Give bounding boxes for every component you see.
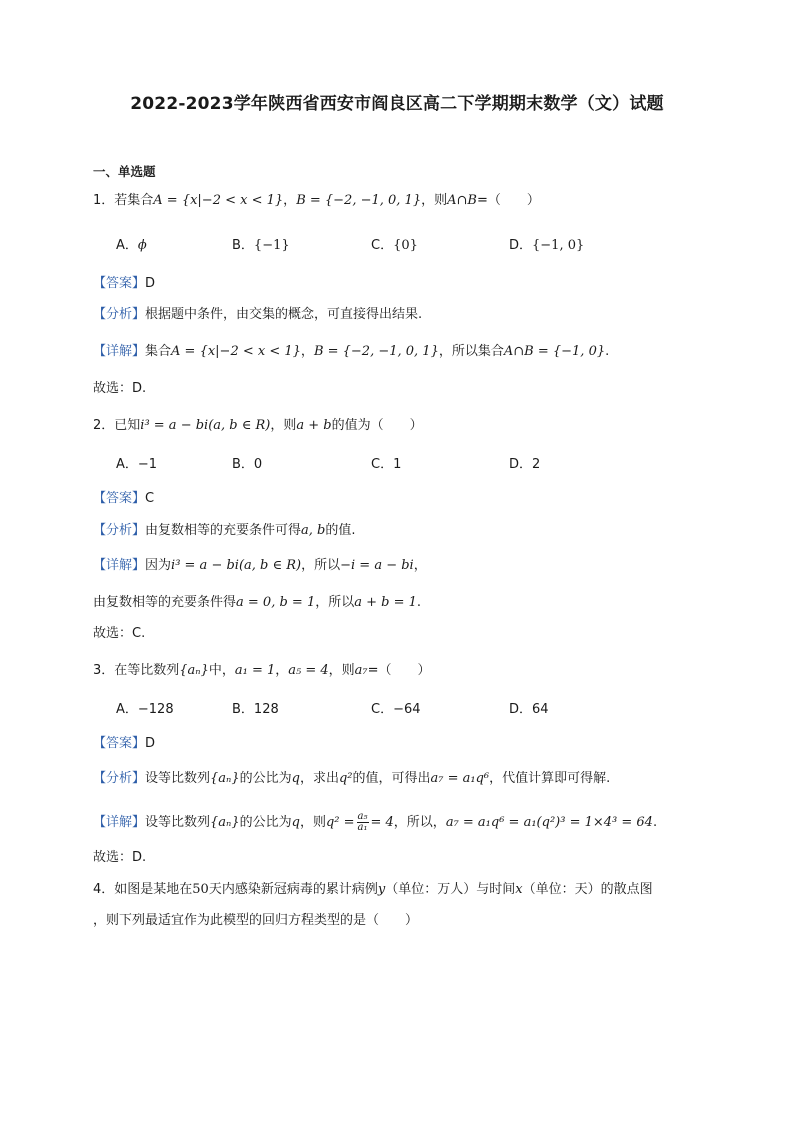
q2-expr2: a + b	[296, 418, 332, 433]
q1-analysis-text: 根据题中条件，由交集的概念，可直接得出结果.	[145, 307, 423, 322]
q3-option-d: D．64	[509, 702, 549, 717]
q2-detail	[93, 557, 427, 575]
q1-option-b	[232, 237, 290, 255]
q2-analysis-expr: a, b	[301, 523, 326, 538]
q4-part-b: 天内感染新冠病毒的累计病例	[208, 882, 378, 897]
q2-expr: i³ = a − bi(a, b ∈ R)	[140, 418, 271, 433]
q1-detail-end: .	[605, 344, 610, 359]
detail-tag: 【详解】	[93, 344, 146, 359]
q3-suffix: =（ ）	[367, 663, 431, 678]
q1-option-a	[116, 237, 147, 255]
analysis-tag: 【分析】	[93, 523, 146, 538]
answer-tag: 【答案】	[93, 736, 146, 751]
page-title: 2022-2023学年陕西省西安市阎良区高二下学期期末数学（文）试题	[130, 94, 664, 114]
q2-analysis-prefix: 由复数相等的充要条件可得	[145, 523, 302, 538]
q2-option-a: A．−1	[116, 457, 158, 472]
q1-conclusion: 故选：D.	[93, 381, 147, 396]
q1-option-d-value: {−1, 0}	[532, 238, 585, 253]
q4-part-a: 4．如图是某地在	[93, 882, 193, 897]
q1-option-a-label: A．	[116, 238, 138, 253]
q1-answer	[93, 275, 155, 293]
q3-analysis	[93, 770, 610, 788]
q3-fraction-denominator: a₁	[357, 822, 368, 833]
q3-detail	[93, 812, 657, 833]
q1-detail-mid: ，所以集合	[438, 344, 504, 359]
q3-mid2: ，则	[328, 663, 355, 678]
q2-detail-expr2: −i = a − bi	[340, 558, 414, 573]
q1-option-d	[509, 237, 584, 255]
q1-prefix: 1．若集合	[93, 193, 154, 208]
q1-option-c	[371, 237, 418, 255]
q4-var-y: y	[377, 882, 386, 897]
q1-option-a-value: ϕ	[137, 238, 147, 253]
q2-line2-mid: ，所以	[315, 595, 355, 610]
q3-option-a: A．−128	[116, 702, 174, 717]
q2-detail-expr: i³ = a − bi(a, b ∈ R)	[171, 558, 302, 573]
q3-seq: {aₙ}	[179, 663, 209, 678]
q1-sep: ，	[283, 193, 297, 208]
analysis-tag: 【分析】	[93, 771, 146, 786]
q3-detail-mid1: 的公比为	[239, 815, 292, 830]
q2-option-d: D．2	[509, 457, 541, 472]
q3-detail-q: q	[291, 815, 300, 830]
q2-answer	[93, 490, 154, 508]
q2-line2-expr: a = 0, b = 1	[236, 595, 316, 610]
q1-detail-setA: A = {x|−2 < x < 1}	[171, 344, 301, 359]
q3-analysis-suffix: ，代值计算即可得解.	[489, 771, 611, 786]
detail-tag: 【详解】	[93, 558, 146, 573]
q3-detail-end: .	[652, 815, 658, 830]
q3-detail-prefix: 设等比数列	[145, 815, 211, 830]
q3-fraction	[357, 812, 369, 833]
q1-detail-result: A∩B = {−1, 0}	[503, 344, 606, 359]
q3-detail-formula: a₇ = a₁q⁶ = a₁(q²)³ = 1×4³ = 64	[445, 815, 653, 830]
q2-mid: ，则	[270, 418, 297, 433]
q3-conclusion: 故选：D.	[93, 850, 147, 865]
q2-detail-mid: ，所以	[301, 558, 341, 573]
q2-detail-line2	[93, 594, 421, 612]
q3-detail-mid2: ，则	[299, 815, 326, 830]
question-3-stem	[93, 662, 431, 680]
q2-line2-expr2: a + b = 1	[354, 595, 417, 610]
q3-detail-eq: = 4	[370, 815, 394, 830]
q1-mid: ，则	[421, 193, 448, 208]
question-4-stem-line2: ，则下列最适宜作为此模型的回归方程类型的是（ ）	[93, 913, 419, 928]
q3-analysis-q: q	[291, 771, 300, 786]
q2-detail-prefix: 因为	[145, 558, 172, 573]
q3-analysis-seq: {aₙ}	[210, 771, 240, 786]
question-1-stem	[93, 192, 540, 210]
q1-expr: A∩B	[447, 193, 477, 208]
q3-detail-seq: {aₙ}	[210, 815, 240, 830]
q1-detail-prefix: 集合	[145, 344, 172, 359]
q3-analysis-prefix: 设等比数列	[145, 771, 211, 786]
q1-option-c-label: C．	[371, 238, 394, 253]
q1-option-b-value: {−1}	[253, 238, 290, 253]
q1-option-d-label: D．	[509, 238, 533, 253]
q3-target: a₇	[354, 663, 368, 678]
q4-part-c: （单位：万人）与时间	[385, 882, 516, 897]
q3-detail-q2: q² =	[325, 815, 355, 830]
q1-setB: B = {−2, −1, 0, 1}	[296, 193, 422, 208]
q1-setA: A = {x|−2 < x < 1}	[153, 193, 284, 208]
q3-option-b: B．128	[232, 702, 279, 717]
answer-tag: 【答案】	[93, 491, 146, 506]
q1-suffix: =（ ）	[476, 193, 540, 208]
q4-days: 50	[192, 882, 209, 897]
q2-prefix: 2．已知	[93, 418, 141, 433]
q3-cond1: a₁ = 1	[234, 663, 276, 678]
q3-answer	[93, 735, 155, 753]
q4-var-x: x	[515, 882, 523, 897]
q1-option-b-label: B．	[232, 238, 254, 253]
q3-sep: ，	[275, 663, 289, 678]
q2-suffix: 的值为（ ）	[331, 418, 423, 433]
q3-cond2: a₅ = 4	[288, 663, 329, 678]
q1-analysis	[93, 306, 422, 324]
q3-option-c: C．−64	[371, 702, 421, 717]
q1-detail-sep: ，	[300, 344, 314, 359]
q3-analysis-q2: q²	[338, 771, 353, 786]
q2-line2-prefix: 由复数相等的充要条件得	[93, 595, 237, 610]
q2-analysis-suffix: 的值.	[325, 523, 356, 538]
q1-detail	[93, 343, 609, 361]
q2-line2-end: .	[416, 595, 422, 610]
q2-answer-value: C	[145, 491, 155, 506]
q2-detail-end: ，	[413, 558, 427, 573]
q3-analysis-formula: a₇ = a₁q⁶	[430, 771, 490, 786]
q3-prefix: 3．在等比数列	[93, 663, 180, 678]
answer-tag: 【答案】	[93, 276, 146, 291]
q3-analysis-mid2: ，求出	[299, 771, 339, 786]
question-4-stem	[93, 881, 653, 899]
q2-analysis	[93, 522, 356, 540]
q4-part-d: （单位：天）的散点图	[522, 882, 653, 897]
q2-option-b: B．0	[232, 457, 263, 472]
q2-option-c: C．1	[371, 457, 402, 472]
section-heading: 一、单选题	[93, 164, 156, 179]
detail-tag: 【详解】	[93, 815, 146, 830]
q3-analysis-mid1: 的公比为	[239, 771, 292, 786]
q1-option-c-value: {0}	[393, 238, 418, 253]
q1-answer-value: D	[145, 276, 156, 291]
q3-answer-value: D	[145, 736, 156, 751]
question-2-stem	[93, 417, 423, 435]
q1-detail-setB: B = {−2, −1, 0, 1}	[313, 344, 439, 359]
q3-detail-mid3: ，所以，	[393, 815, 446, 830]
q2-conclusion: 故选：C.	[93, 626, 146, 641]
q3-analysis-mid3: 的值，可得出	[352, 771, 431, 786]
q3-mid1: 中，	[208, 663, 235, 678]
analysis-tag: 【分析】	[93, 307, 146, 322]
q3-fraction-numerator: a₅	[357, 811, 368, 822]
